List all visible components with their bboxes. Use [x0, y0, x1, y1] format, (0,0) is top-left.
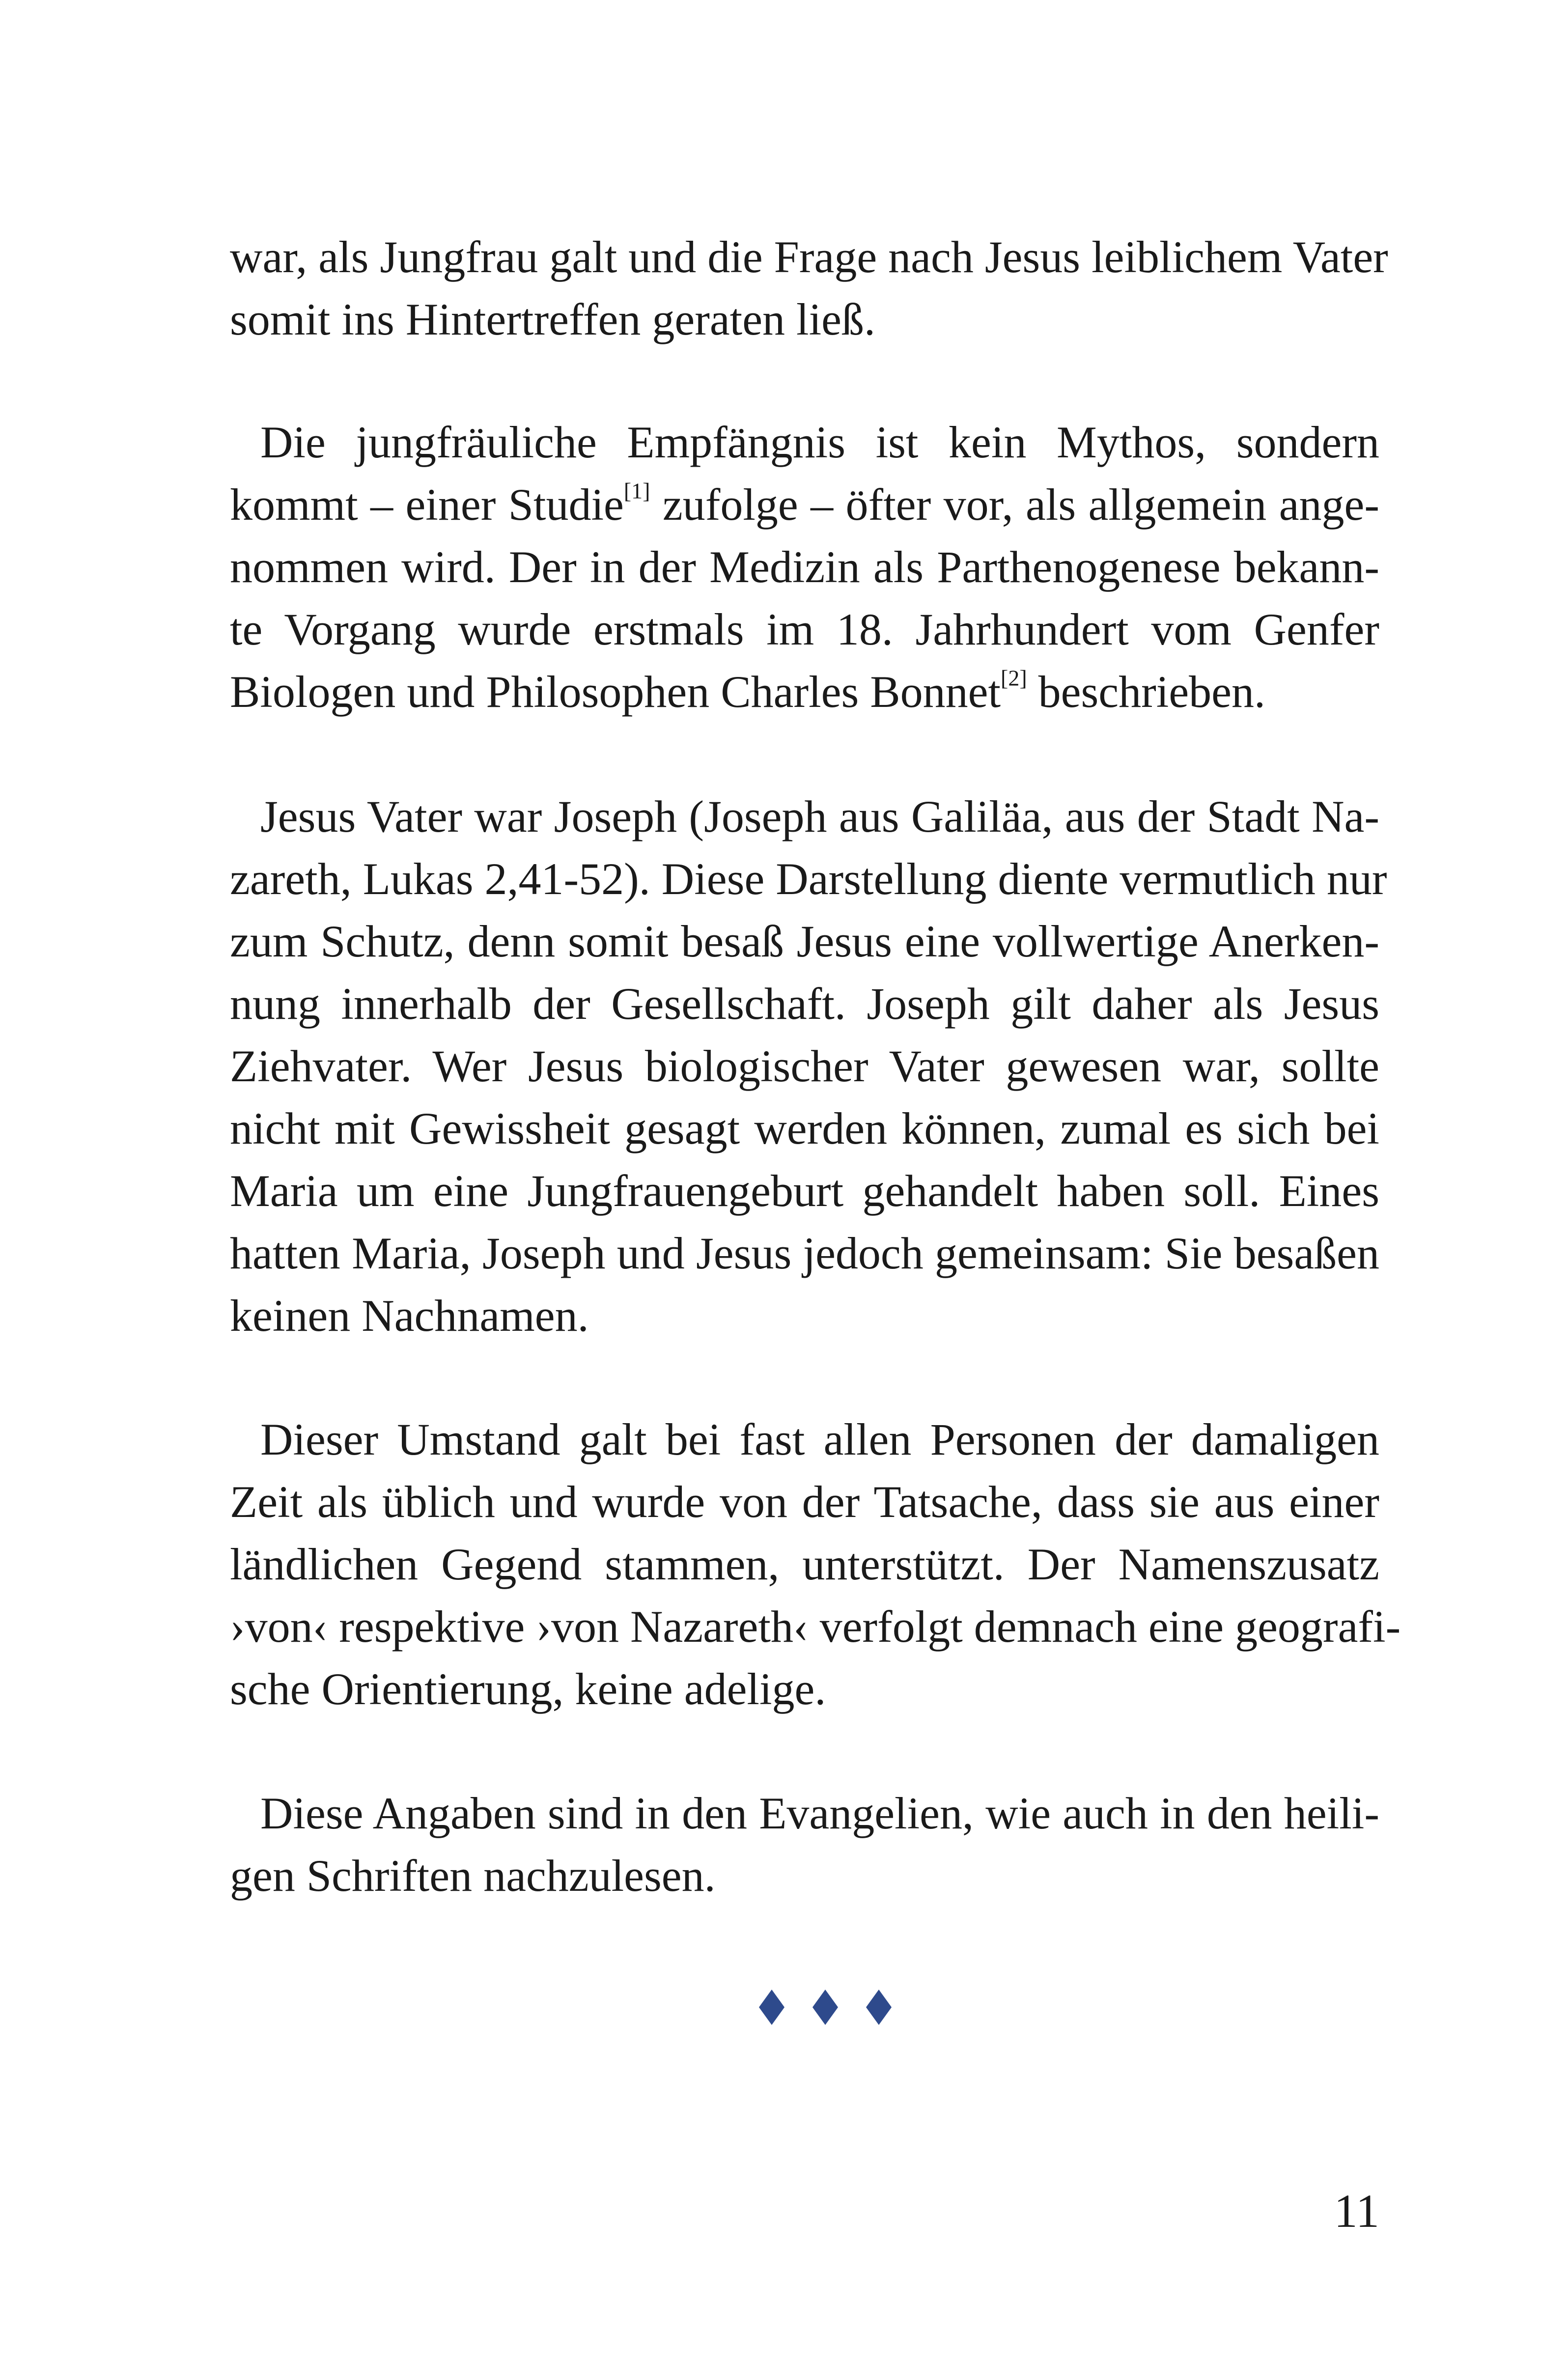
text-line: Ziehvater. Wer Jesus biologischer Vater gewesen war, sollte — [230, 1041, 1379, 1091]
text-line: nommen wird. Der in der Medizin als Parthenogenese bekann- — [230, 542, 1379, 592]
paragraph-5 — [230, 1782, 1379, 1907]
paragraph-4 — [230, 1408, 1401, 1720]
diamond-icon — [812, 1990, 838, 2025]
text-line — [230, 661, 1379, 723]
text-line: te Vorgang wurde erstmals im 18. Jahrhundert vom Genfer — [230, 604, 1379, 654]
text-line: zareth, Lukas 2,41-52). Diese Darstellung diente vermutlich nur — [230, 854, 1387, 904]
text-line: war, als Jungfrau galt und die Frage nach Jesus leiblichem Vater — [230, 232, 1388, 282]
text-line: hatten Maria, Joseph und Jesus jedoch gemeinsam: Sie besaßen — [230, 1228, 1379, 1278]
text-line: gen Schriften nachzulesen. — [230, 1851, 716, 1901]
text-line: ›von‹ respektive ›von Nazareth‹ verfolgt demnach eine geografi- — [230, 1601, 1401, 1652]
footnote-ref-1[interactable]: [1] — [623, 478, 650, 504]
paragraph-2 — [230, 411, 1379, 723]
text-line: sche Orientierung, keine adelige. — [230, 1664, 826, 1714]
page-number: 11 — [1334, 2185, 1379, 2237]
section-divider-ornament — [759, 1990, 892, 2025]
paragraph-1 — [230, 226, 1388, 351]
paragraph-3 — [230, 786, 1387, 1347]
text-segment: beschrieben. — [1027, 667, 1266, 717]
text-line: Die jungfräuliche Empfängnis ist kein Mythos, sondern — [260, 417, 1379, 467]
text-line: nicht mit Gewissheit gesagt werden können, zumal es sich bei — [230, 1103, 1379, 1153]
text-line: Dieser Umstand galt bei fast allen Personen der damaligen — [260, 1414, 1379, 1464]
diamond-icon — [866, 1990, 892, 2025]
text-segment: Biologen und Philosophen Charles Bonnet — [230, 667, 1001, 717]
text-line: Zeit als üblich und wurde von der Tatsache, dass sie aus einer — [230, 1477, 1379, 1527]
text-line: somit ins Hintertreffen geraten ließ. — [230, 294, 876, 344]
text-line: nung innerhalb der Gesellschaft. Joseph gilt daher als Jesus — [230, 979, 1379, 1029]
text-line: Jesus Vater war Joseph (Joseph aus Galiläa, aus der Stadt Na- — [260, 791, 1379, 842]
text-line: ländlichen Gegend stammen, unterstützt. Der Namenszusatz — [230, 1539, 1379, 1589]
text-line: zum Schutz, denn somit besaß Jesus eine vollwertige Anerken- — [230, 916, 1379, 966]
footnote-ref-2[interactable]: [2] — [1001, 665, 1027, 691]
text-line: keinen Nachnamen. — [230, 1291, 589, 1341]
text-segment: zufolge – öfter vor, als allgemein ange- — [650, 479, 1379, 530]
text-segment: kommt – einer Studie — [230, 479, 624, 530]
text-line: Maria um eine Jungfrauengeburt gehandelt haben soll. Eines — [230, 1166, 1379, 1216]
text-line: Diese Angaben sind in den Evangelien, wie auch in den heili- — [260, 1788, 1379, 1838]
diamond-icon — [759, 1990, 784, 2025]
text-line — [230, 474, 1379, 536]
